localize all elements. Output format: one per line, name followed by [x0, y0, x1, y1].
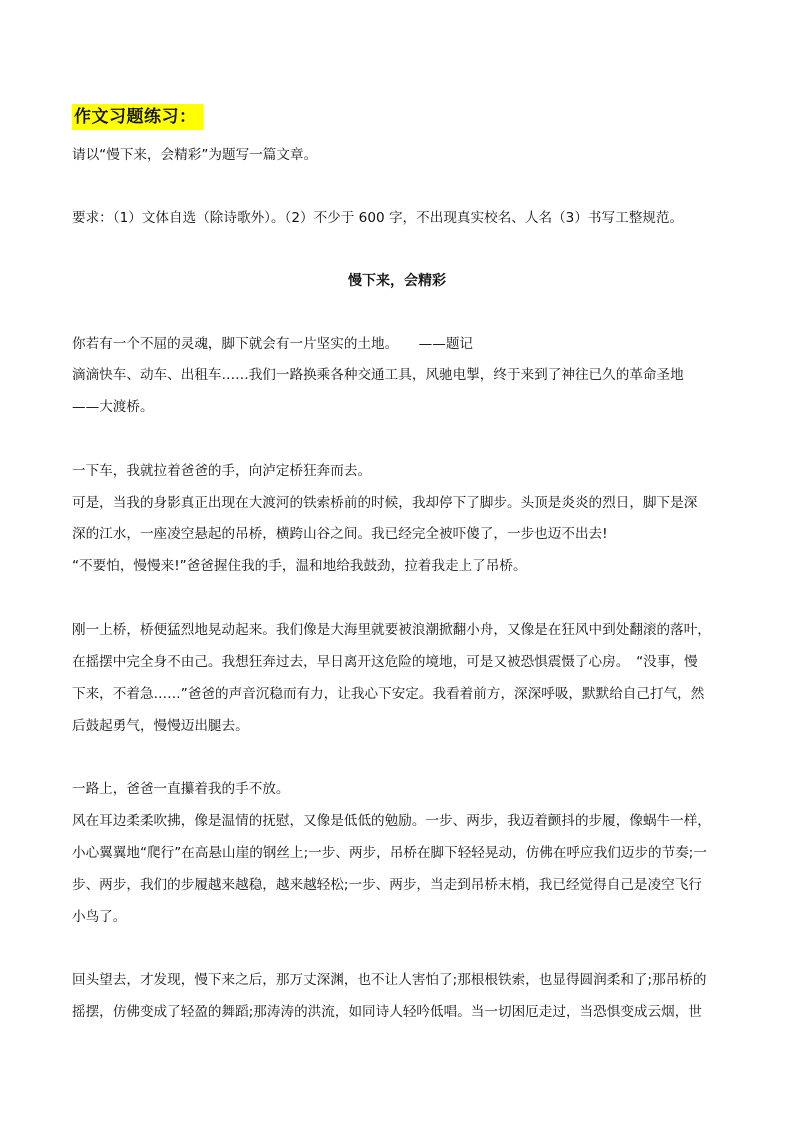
- exercise-heading: 作文习题练习：: [72, 104, 203, 130]
- essay-epigraph: 你若有一个不屈的灵魂，脚下就会有一片坚实的土地。 ——题记: [72, 336, 474, 352]
- essay-line: 刚一上桥，桥便猛烈地晃动起来。我们像是大海里就要被浪潮掀翻小舟，又像是在狂风中到处翻滚的落叶，: [72, 622, 711, 638]
- essay-line: 风在耳边柔柔吹拂，像是温情的抚慰，又像是低低的勉励。一步、两步，我迈着颤抖的步履，像蜗牛一样，: [72, 813, 711, 829]
- essay-line: ——大渡桥。: [72, 399, 154, 415]
- essay-line: 小心翼翼地“爬行”在高悬山崖的钢丝上;一步、两步，吊桥在脚下轻轻晃动，仿佛在呼应我们迈步的节奏;一: [72, 845, 707, 861]
- essay-line: 深的江水，一座凌空悬起的吊桥，横跨山谷之间。我已经完全被吓傻了，一步也迈不出去!: [72, 526, 608, 542]
- essay-line: 小鸟了。: [72, 909, 127, 925]
- essay-line: 在摇摆中完全身不由己。我想狂奔过去，早日离开这危险的境地，可是又被恐惧震慑了心房。 “没事，慢: [72, 654, 698, 670]
- essay-title: 慢下来，会精彩: [348, 273, 446, 289]
- essay-line: 下来，不着急……”爸爸的声音沉稳而有力，让我心下安定。我看着前方，深深呼吸，默默给自己打气，然: [72, 686, 705, 702]
- essay-line: 后鼓起勇气，慢慢迈出腿去。: [72, 718, 249, 734]
- essay-line: 步、两步，我们的步履越来越稳，越来越轻松;一步、两步，当走到吊桥末梢，我已经觉得自己是凌空飞行: [72, 877, 702, 893]
- exercise-requirements: 要求：（1）文体自选（除诗歌外）。（2）不少于 600 字，不出现真实校名、人名（3）书写工整规范。: [72, 210, 684, 226]
- essay-line: 滴滴快车、动车、出租车……我们一路换乘各种交通工具，风驰电掣，终于来到了神往已久的革命圣地: [72, 367, 684, 383]
- essay-line: 可是，当我的身影真正出现在大渡河的铁索桥前的时候，我却停下了脚步。头顶是炎炎的烈日，脚下是深: [72, 495, 698, 511]
- essay-line: 一路上，爸爸一直攥着我的手不放。: [72, 781, 290, 797]
- exercise-prompt: 请以“慢下来，会精彩”为题写一篇文章。: [72, 147, 318, 163]
- essay-line: 回头望去，才发现，慢下来之后，那万丈深渊，也不让人害怕了;那根根铁索，也显得圆润柔和了;那吊桥的: [72, 972, 707, 988]
- essay-line: 摇摆，仿佛变成了轻盈的舞蹈;那涛涛的洪流，如同诗人轻吟低唱。当一切困厄走过，当恐惧变成云烟，世: [72, 1004, 702, 1020]
- essay-line: “不要怕，慢慢来!”爸爸握住我的手，温和地给我鼓劲，拉着我走上了吊桥。: [72, 558, 527, 574]
- essay-line: 一下车，我就拉着爸爸的手，向泸定桥狂奔而去。: [72, 463, 372, 479]
